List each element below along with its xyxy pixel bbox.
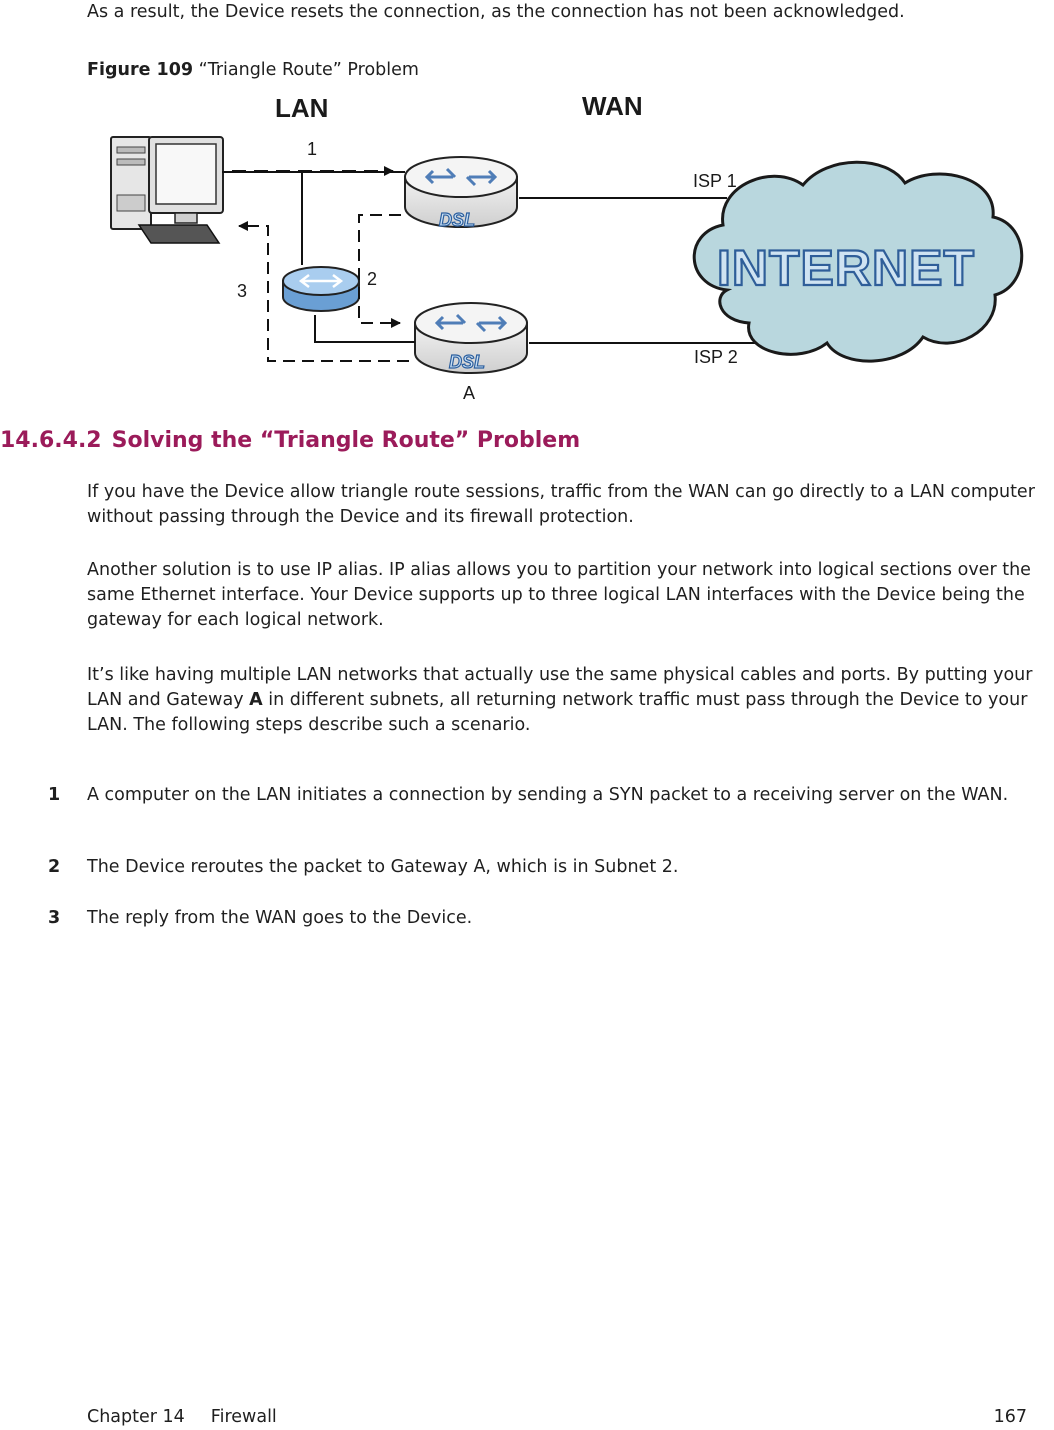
section-heading <box>0 426 580 456</box>
figure-caption <box>87 58 419 83</box>
paragraph-2: Another solution is to use IP alias. IP alias allows you to partition your network into logical sections over the same Ethernet interface. Your Device supports up to three logical LAN interfaces with the Device being the gateway for each logical network. <box>87 560 1031 630</box>
internet-cloud-icon <box>694 162 1022 361</box>
lan-cable-to-router <box>222 172 302 265</box>
figure-title: “Triangle Route” Problem <box>198 60 419 80</box>
step-text: The Device reroutes the packet to Gateway A, which is in Subnet 2. <box>87 857 679 877</box>
paragraph-1: If you have the Device allow triangle route sessions, traffic from the WAN can go directly to a LAN computer without passing through the Device and its firewall protection. <box>87 482 1035 527</box>
lan-label: LAN <box>275 93 329 123</box>
step-text: The reply from the WAN goes to the Device. <box>87 908 473 928</box>
paragraph-3-start: It’s like having multiple LAN networks that actually use the same physical cables and ports. By putting your LAN and Gateway <box>87 665 1033 710</box>
section-title: Solving the “Triangle Route” Problem <box>111 428 581 453</box>
computer-icon <box>111 137 223 243</box>
step3-label: 3 <box>237 281 248 301</box>
dsl-router-gateway-a-icon <box>415 303 527 373</box>
lan-cable-to-gateway-a <box>315 315 415 342</box>
arrow-step2 <box>359 215 401 323</box>
step-number: 3 <box>48 908 61 928</box>
dsl-router-isp1-icon <box>405 157 517 230</box>
step2-label: 2 <box>367 269 378 289</box>
triangle-route-diagram <box>87 85 1027 415</box>
footer-chapter: Chapter 14 <box>87 1407 185 1427</box>
step-number: 1 <box>48 785 61 805</box>
page-number: 167 <box>993 1407 1027 1427</box>
footer-section: Firewall <box>210 1407 277 1427</box>
step-number: 2 <box>48 857 61 877</box>
isp1-label: ISP 1 <box>693 171 737 191</box>
paragraph-3 <box>87 663 1047 738</box>
gateway-a-label: A <box>463 383 476 403</box>
intro-paragraph: As a result, the Device resets the connection, as the connection has not been acknowledged. <box>87 2 905 22</box>
section-number: 14.6.4.2 <box>0 428 102 453</box>
page-footer <box>87 1405 277 1429</box>
figure-number: Figure 109 <box>87 60 194 80</box>
step-text: A computer on the LAN initiates a connection by sending a SYN packet to a receiving server on the WAN. <box>87 785 1009 805</box>
internet-text: INTERNET <box>717 240 975 296</box>
dsl-label-top: DSL <box>439 210 475 230</box>
dsl-label-bottom: DSL <box>449 352 485 372</box>
paragraph-3-bold: A <box>249 690 263 710</box>
isp2-label: ISP 2 <box>694 347 738 367</box>
device-switch-icon <box>283 267 359 311</box>
step1-label: 1 <box>307 139 318 159</box>
wan-label: WAN <box>582 91 643 121</box>
paragraph-3-end: in different subnets, all returning network traffic must pass through the Device to your LAN. The following steps describe such a scenario. <box>87 690 1028 735</box>
